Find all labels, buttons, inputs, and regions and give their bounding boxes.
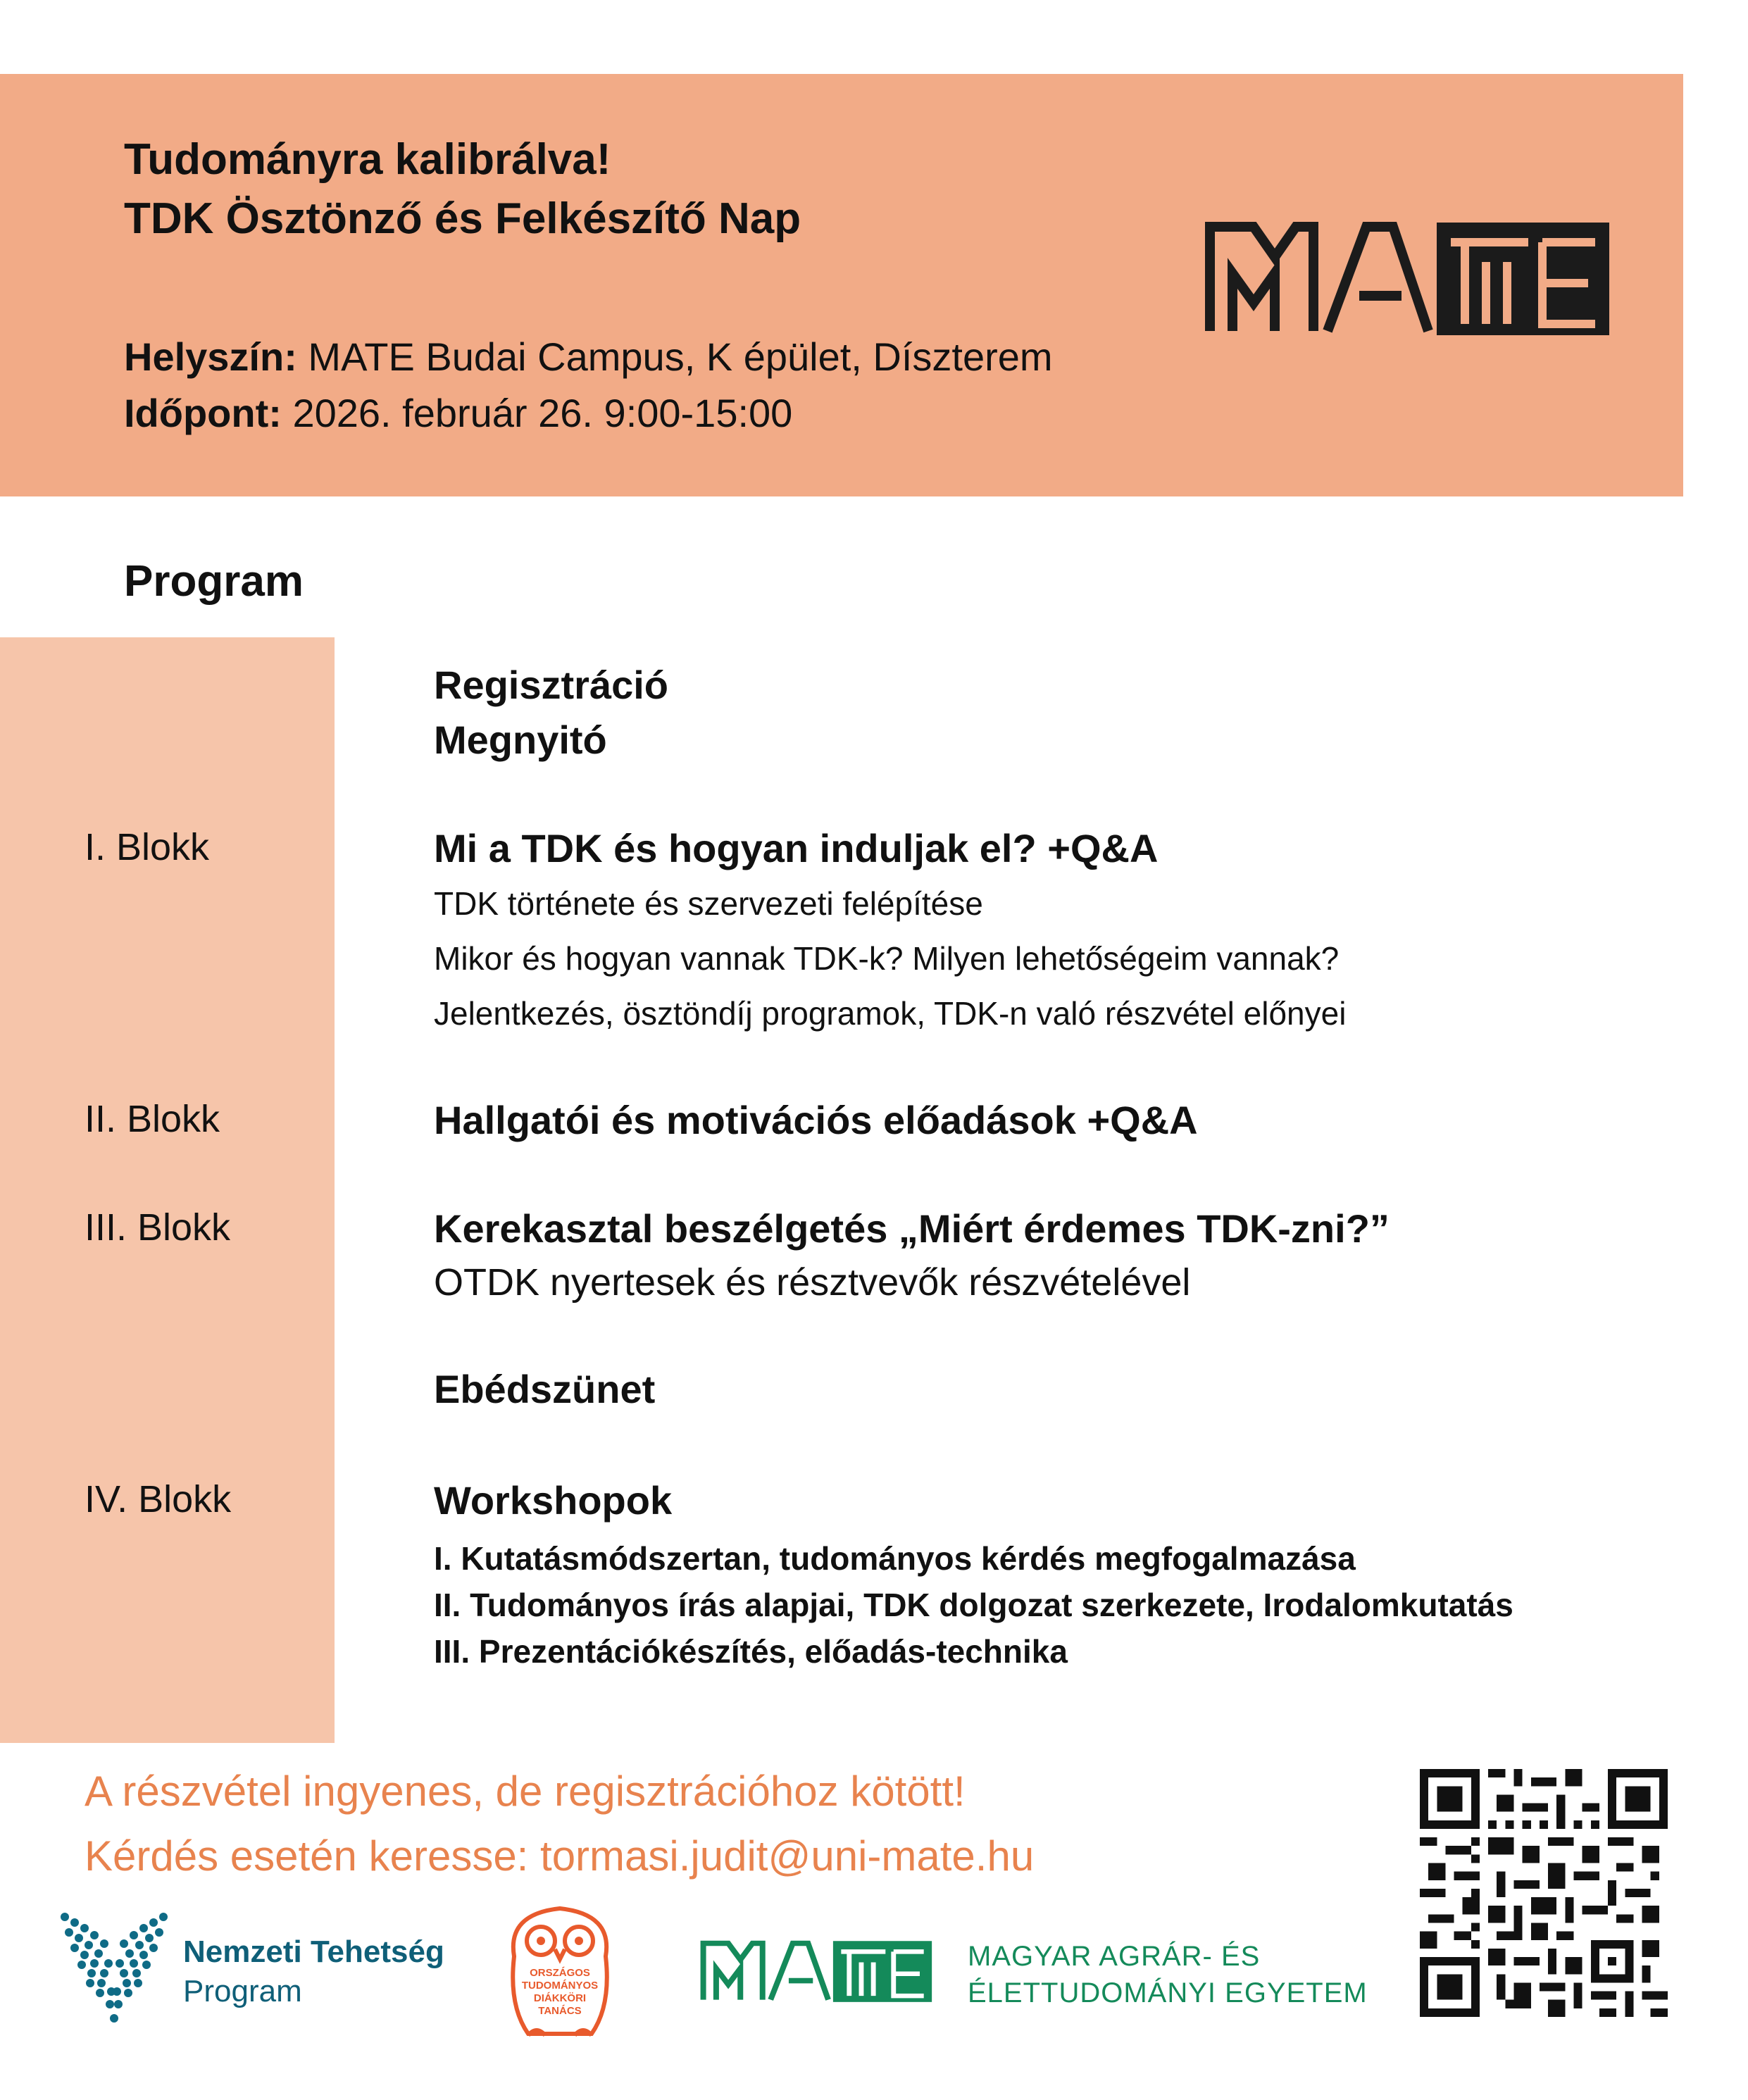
- event-title: [124, 130, 801, 249]
- program-heading: Program: [124, 557, 304, 606]
- workshop-item: II. Tudományos írás alapjai, TDK dolgozat szerkezete, Irodalomkutatás: [434, 1587, 1513, 1623]
- participation-note: [85, 1759, 1034, 1889]
- svg-text:ORSZÁGOS: ORSZÁGOS: [530, 1967, 590, 1979]
- event-meta: [124, 329, 1053, 442]
- block-1-label: I. Blokk: [85, 826, 210, 868]
- ntp-name: Nemzeti Tehetség Program: [183, 1935, 444, 2008]
- registration: Regisztráció: [434, 663, 668, 707]
- mate-logo: [1204, 218, 1613, 338]
- block-1-line: TDK története és szervezeti felépítése: [434, 885, 983, 922]
- block-3-title: Kerekasztal beszélgetés „Miért érdemes TDK-zni?”: [434, 1206, 1390, 1251]
- svg-text:TUDOMÁNYOS: TUDOMÁNYOS: [521, 1980, 599, 1992]
- university-name: MAGYAR AGRÁR- ÉS ÉLETTUDOMÁNYI EGYETEM: [968, 1941, 1368, 2008]
- mate-green-logo: [700, 1939, 934, 2004]
- workshop-item: III. Prezentációkészítés, előadás-technika: [434, 1633, 1068, 1670]
- free-participation: A részvétel ingyenes, de regisztrációhoz kötött!: [85, 1768, 966, 1815]
- opening: Megnyitó: [434, 718, 607, 762]
- block-2-label: II. Blokk: [85, 1098, 220, 1140]
- block-2-title: Hallgatói és motivációs előadások +Q&A: [434, 1098, 1198, 1142]
- block-3-label: III. Blokk: [85, 1206, 231, 1249]
- contact-email[interactable]: Kérdés esetén keresse: tormasi.judit@uni-mate.hu: [85, 1832, 1035, 1880]
- time-row: Időpont: 2026. február 26. 9:00-15:00: [124, 391, 793, 435]
- block-4-label: IV. Blokk: [85, 1478, 232, 1520]
- svg-text:TANÁCS: TANÁCS: [538, 2005, 582, 2017]
- header-banner: [0, 74, 1683, 496]
- block-label-band: [0, 637, 335, 1743]
- svg-text:DIÁKKÖRI: DIÁKKÖRI: [533, 1992, 587, 2004]
- block-1-title: Mi a TDK és hogyan induljak el? +Q&A: [434, 826, 1159, 870]
- title-line-2: TDK Ösztönző és Felkészítő Nap: [124, 194, 801, 243]
- block-3-subtitle: OTDK nyertesek és résztvevők részvételével: [434, 1261, 1191, 1304]
- location-row: Helyszín: MATE Budai Campus, K épület, Díszterem: [124, 335, 1053, 379]
- lunch-break: Ebédszünet: [434, 1367, 656, 1411]
- qr-code[interactable]: [1420, 1769, 1668, 2017]
- block-4-title: Workshopok: [434, 1478, 673, 1523]
- workshop-item: I. Kutatásmódszertan, tudományos kérdés megfogalmazása: [434, 1540, 1356, 1577]
- ntp-logo-icon: [58, 1901, 170, 2035]
- title-line-1: Tudományra kalibrálva!: [124, 135, 611, 184]
- block-1-line: Mikor és hogyan vannak TDK-k? Milyen lehetőségeim vannak?: [434, 940, 1340, 977]
- otdt-owl-logo: [486, 1900, 634, 2048]
- block-1-line: Jelentkezés, ösztöndíj programok, TDK-n való részvétel előnyei: [434, 995, 1347, 1032]
